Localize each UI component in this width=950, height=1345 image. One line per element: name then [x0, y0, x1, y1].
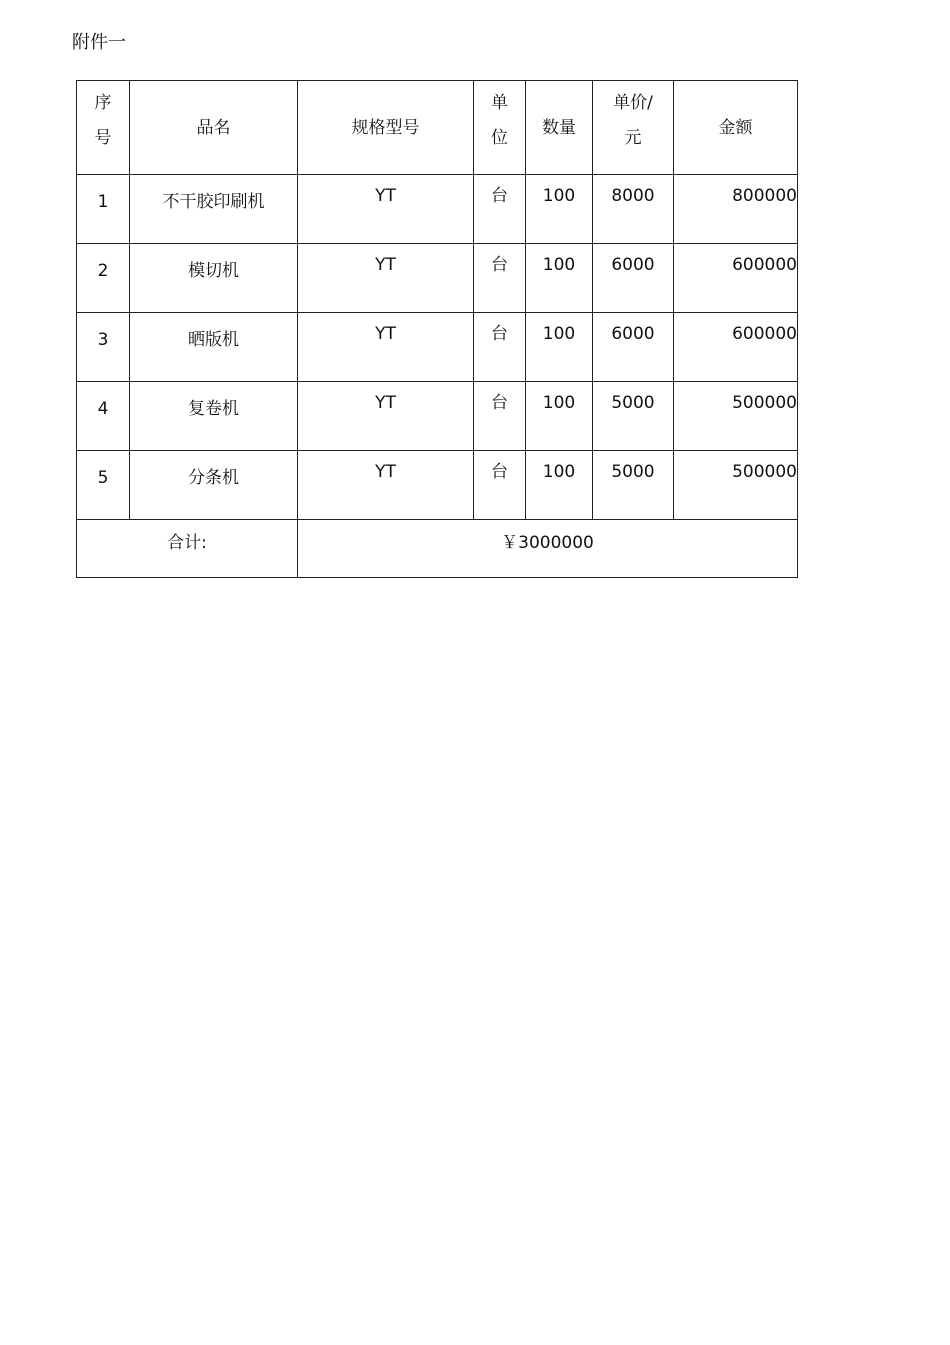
items-table — [76, 80, 798, 578]
total-label: 合计: — [77, 520, 298, 578]
cell-price: 5000 — [593, 382, 674, 451]
cell-unit: 台 — [474, 244, 526, 313]
header-seq — [77, 81, 130, 175]
header-price — [593, 81, 674, 175]
cell-unit: 台 — [474, 451, 526, 520]
cell-name: 不干胶印刷机 — [130, 175, 298, 244]
header-unit-line-1: 单 — [491, 93, 508, 113]
table-header-row — [77, 81, 798, 175]
cell-unit: 台 — [474, 382, 526, 451]
header-seq-line-1: 序 — [94, 93, 112, 113]
header-unit-line-2: 位 — [491, 128, 508, 148]
cell-qty: 100 — [526, 382, 593, 451]
header-spec: 规格型号 — [298, 81, 474, 175]
cell-amount: 500000 — [674, 382, 798, 451]
cell-amount: 800000 — [674, 175, 798, 244]
cell-spec: YT — [298, 451, 474, 520]
cell-qty: 100 — [526, 244, 593, 313]
cell-unit: 台 — [474, 313, 526, 382]
cell-unit: 台 — [474, 175, 526, 244]
cell-spec: YT — [298, 244, 474, 313]
cell-amount: 500000 — [674, 451, 798, 520]
page-heading: 附件一 — [72, 32, 126, 53]
total-value: ￥3000000 — [298, 520, 798, 578]
header-amount: 金额 — [674, 81, 798, 175]
header-price-line-2: 元 — [624, 128, 642, 148]
cell-name: 复卷机 — [130, 382, 298, 451]
table-row — [77, 382, 798, 451]
cell-price: 5000 — [593, 451, 674, 520]
cell-price: 8000 — [593, 175, 674, 244]
cell-seq: 4 — [77, 382, 130, 451]
cell-qty: 100 — [526, 451, 593, 520]
cell-seq: 3 — [77, 313, 130, 382]
cell-price: 6000 — [593, 313, 674, 382]
cell-name: 模切机 — [130, 244, 298, 313]
cell-qty: 100 — [526, 175, 593, 244]
cell-spec: YT — [298, 175, 474, 244]
cell-name: 分条机 — [130, 451, 298, 520]
header-seq-line-2: 号 — [94, 128, 112, 148]
cell-seq: 1 — [77, 175, 130, 244]
cell-name: 晒版机 — [130, 313, 298, 382]
header-price-line-1: 单价/ — [613, 93, 653, 113]
table-row — [77, 313, 798, 382]
cell-seq: 5 — [77, 451, 130, 520]
cell-amount: 600000 — [674, 244, 798, 313]
cell-amount: 600000 — [674, 313, 798, 382]
cell-spec: YT — [298, 313, 474, 382]
total-row — [77, 520, 798, 578]
table-row — [77, 451, 798, 520]
table-row — [77, 244, 798, 313]
cell-qty: 100 — [526, 313, 593, 382]
cell-spec: YT — [298, 382, 474, 451]
cell-price: 6000 — [593, 244, 674, 313]
cell-seq: 2 — [77, 244, 130, 313]
header-qty: 数量 — [526, 81, 593, 175]
header-unit — [474, 81, 526, 175]
header-name: 品名 — [130, 81, 298, 175]
table-row — [77, 175, 798, 244]
